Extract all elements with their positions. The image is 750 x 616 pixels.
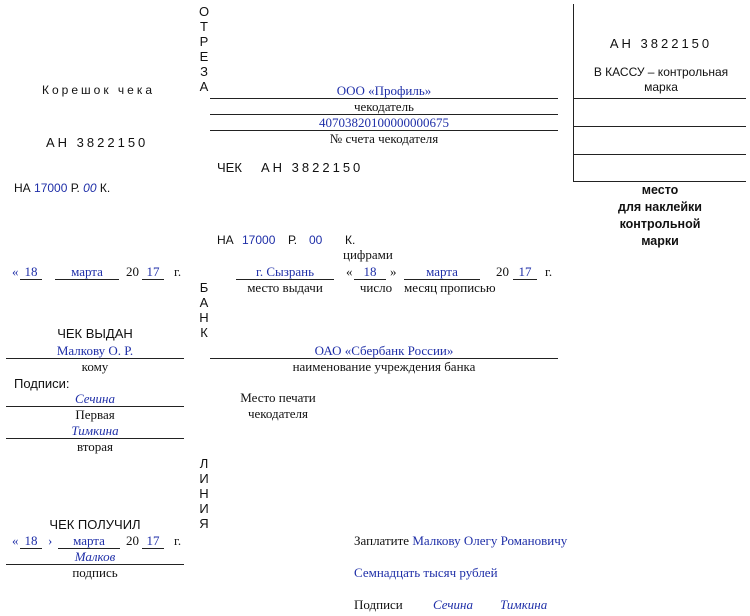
stub-received-suffix: г. bbox=[174, 533, 182, 548]
cashbox-title-line2: марка bbox=[644, 80, 678, 94]
stub-sign1-caption: Первая bbox=[75, 407, 115, 422]
stub-amount-prefix: НА bbox=[14, 181, 31, 195]
main-digits-caption: цифрами bbox=[343, 247, 393, 262]
main-date-suffix: г. bbox=[545, 264, 553, 279]
main-amount-kop: 00 bbox=[309, 233, 323, 247]
main-org-caption: чекодатель bbox=[353, 99, 414, 114]
stub-amount-rub: 17000 bbox=[34, 181, 68, 195]
stub-received-sign: Малков bbox=[74, 549, 116, 564]
sticker-line2: для наклейки bbox=[618, 200, 702, 214]
tear-letter: Я bbox=[199, 516, 209, 531]
stub-rub-label: Р. bbox=[70, 181, 80, 195]
tear-letter: А bbox=[199, 295, 209, 310]
tear-letter: Л bbox=[199, 456, 209, 471]
stub-title: Корешок чека bbox=[42, 83, 156, 97]
tear-line-bottom bbox=[197, 456, 211, 531]
main-date-day: 18 bbox=[363, 264, 377, 279]
tear-letter: Б bbox=[199, 280, 209, 295]
stub-received-sign-caption: подпись bbox=[72, 565, 118, 580]
stub-kop-label: К. bbox=[99, 181, 111, 195]
stub-received-day: 18 bbox=[24, 533, 38, 548]
stub-check-number: АН 3822150 bbox=[46, 135, 149, 150]
main-date-open: « bbox=[346, 264, 353, 279]
cashbox-rule-1 bbox=[573, 98, 746, 99]
tear-letter: К bbox=[200, 325, 208, 340]
main-month-caption: месяц прописью bbox=[404, 280, 496, 295]
main-amount-rub: 17000 bbox=[242, 233, 276, 247]
stub-received-year: 17 bbox=[146, 533, 160, 548]
main-day-caption: число bbox=[359, 280, 393, 295]
main-org: ООО «Профиль» bbox=[336, 83, 432, 98]
stub-issued-title: ЧЕК ВЫДАН bbox=[57, 326, 133, 341]
main-kop-label: К. bbox=[345, 233, 356, 247]
stub-amount-kop: 00 bbox=[83, 181, 97, 195]
main-date-year-prefix: 20 bbox=[496, 264, 509, 279]
stub-sign2: Тимкина bbox=[71, 423, 119, 438]
tear-letter: Н bbox=[199, 486, 209, 501]
main-stamp-owner: чекодателя bbox=[247, 406, 309, 421]
main-date-year-line bbox=[513, 279, 537, 280]
tear-line-middle bbox=[197, 280, 211, 340]
sticker-place bbox=[586, 182, 734, 250]
main-pay-row bbox=[354, 533, 567, 549]
stub-sign2-caption: вторая bbox=[76, 439, 114, 454]
main-amount-words: Семнадцать тысяч рублей bbox=[354, 565, 498, 580]
main-check-label: ЧЕК bbox=[217, 160, 242, 175]
main-signatures-label: Подписи bbox=[354, 597, 403, 612]
main-bank: ОАО «Сбербанк России» bbox=[314, 343, 454, 358]
cashbox-title-line1: В КАССУ – контрольная bbox=[593, 65, 729, 79]
stub-date-day: 18 bbox=[24, 264, 38, 279]
tear-letter: Н bbox=[199, 310, 209, 325]
stub-date-month-line bbox=[55, 279, 119, 280]
main-date-close: » bbox=[390, 264, 397, 279]
stub-date-open: « bbox=[12, 264, 19, 279]
cashbox-border-left bbox=[573, 4, 574, 182]
main-amount-prefix: НА bbox=[217, 233, 234, 247]
tear-letter: И bbox=[199, 471, 209, 486]
main-date-month: марта bbox=[426, 264, 458, 279]
tear-letter: З bbox=[200, 64, 208, 79]
tear-letter: О bbox=[198, 4, 210, 19]
stub-date-suffix: г. bbox=[174, 264, 182, 279]
tear-letter: А bbox=[199, 79, 209, 94]
cashbox-rule-2 bbox=[573, 126, 746, 127]
stub-received-date-open: « bbox=[12, 533, 19, 548]
stub-received-title: ЧЕК ПОЛУЧИЛ bbox=[49, 517, 141, 532]
stub-issued-caption: кому bbox=[81, 359, 109, 374]
stub-received-month: марта bbox=[73, 533, 105, 548]
main-check-number: АН 3822150 bbox=[261, 160, 364, 175]
stub-date-day-line bbox=[20, 279, 42, 280]
tear-line-top bbox=[197, 4, 211, 94]
stub-sign1: Сечина bbox=[74, 391, 115, 406]
tear-letter: И bbox=[199, 501, 209, 516]
stub-amount-row bbox=[14, 181, 110, 195]
main-sign2: Тимкина bbox=[500, 597, 548, 612]
main-pay-label: Заплатите bbox=[354, 533, 410, 548]
stub-date-year-prefix: 20 bbox=[126, 264, 139, 279]
tear-letter: Е bbox=[199, 49, 209, 64]
main-stamp-place: Место печати bbox=[240, 390, 316, 405]
main-bank-caption: наименование учреждения банка bbox=[292, 359, 476, 374]
tear-letter: Т bbox=[200, 19, 208, 34]
stub-date-year: 17 bbox=[146, 264, 160, 279]
main-account: 40703820100000000675 bbox=[319, 115, 449, 130]
sticker-line1: место bbox=[641, 183, 679, 197]
cashbox-number: АН 3822150 bbox=[609, 36, 713, 51]
main-sign1: Сечина bbox=[433, 597, 474, 612]
main-payee: Малкову Олегу Романовичу bbox=[412, 533, 568, 548]
sticker-line3: контрольной bbox=[619, 217, 701, 231]
main-account-caption: № счета чекодателя bbox=[329, 131, 439, 146]
sticker-line4: марки bbox=[641, 234, 679, 248]
stub-signatures-label: Подписи: bbox=[14, 376, 70, 391]
stub-issued-to: Малкову О. Р. bbox=[56, 343, 134, 358]
stub-received-date-sep: › bbox=[48, 533, 53, 548]
cashbox-rule-3 bbox=[573, 154, 746, 155]
main-place: г. Сызрань bbox=[255, 264, 315, 279]
stub-date-year-line bbox=[142, 279, 164, 280]
main-date-year: 17 bbox=[518, 264, 532, 279]
stub-received-year-prefix: 20 bbox=[126, 533, 139, 548]
tear-letter: Р bbox=[199, 34, 209, 49]
stub-date-month: марта bbox=[71, 264, 103, 279]
main-place-caption: место выдачи bbox=[247, 280, 323, 295]
main-rub-label: Р. bbox=[288, 233, 298, 247]
